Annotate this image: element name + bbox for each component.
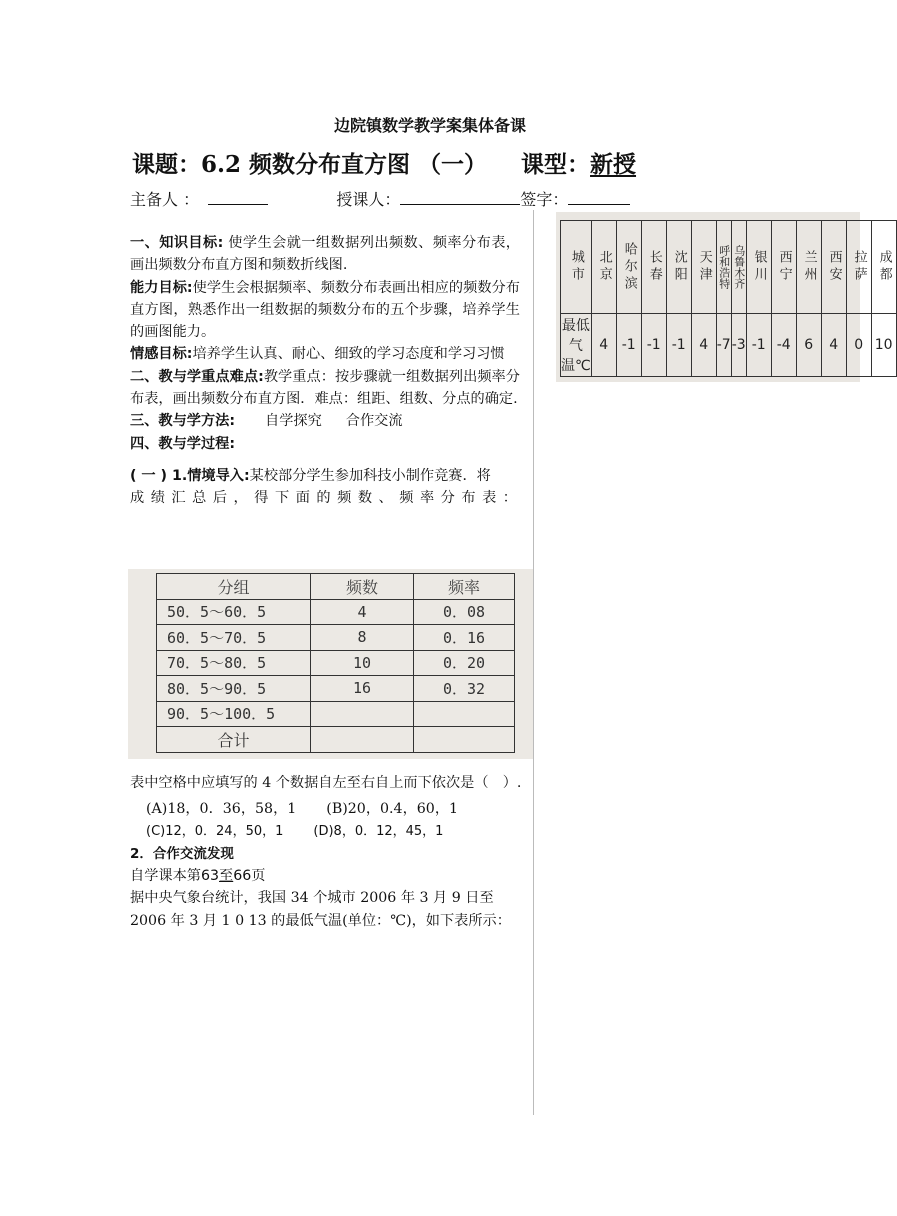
cell-group: 60．5～70．5 [157,625,311,651]
temperature-value: 0 [846,314,871,377]
header-group: 分组 [157,574,311,600]
lesson-label: 课题： [132,151,201,178]
cell-total-rate [414,727,515,753]
self-study-prefix: 自学课本第 [130,868,201,885]
cell-rate-blank [414,701,515,727]
table-row [157,599,515,625]
city-name: 北京 [591,221,616,314]
city-temperature-table-scan [556,212,893,382]
method-cooperation: 合作交流 [345,413,403,430]
cell-group: 90．5～100．5 [157,701,311,727]
option-a: (A)18，0．36，58，1 [146,801,297,818]
process-label: 四、教与学过程: [130,435,235,452]
options-row-1 [130,798,522,820]
table-row [157,676,515,702]
emotion-goal [130,343,520,365]
temperature-value: -1 [616,314,641,377]
cell-frequency: 10 [311,650,414,676]
city-name: 乌鲁木齐 [731,221,746,314]
emotion-goal-text: 培养学生认真、耐心、细致的学习态度和学习习惯 [192,346,505,363]
ability-goal [130,277,520,344]
school-title: 边院镇数学教学案集体备课 [333,116,526,135]
temperature-value: 6 [796,314,821,377]
city-temperature-table [560,220,897,377]
cell-total-label: 合计 [157,727,311,753]
header-rate: 频率 [414,574,515,600]
knowledge-goal [130,232,520,277]
question-stem: 表中空格中应填写的 4 个数据自左至右自上而下依次是（ ）. [130,775,522,791]
cell-group: 70．5～80．5 [157,650,311,676]
frequency-table [156,573,515,753]
cooperation-heading: 2．合作交流发现 [130,845,234,862]
temperature-value: -1 [666,314,691,377]
temperature-value: -1 [641,314,666,377]
staff-row [130,187,630,210]
city-name: 拉萨 [846,221,871,314]
lesson-title-row [132,146,656,179]
ability-goal-text: 使学生会根据频率、频数分布表画出相应的频数分布直方图，熟悉作出一组数据的频数分布的五个步骤，培养学生的画图能力。 [130,279,520,341]
sign-blank [568,190,630,205]
city-name: 兰州 [796,221,821,314]
temperature-row-head: 最低气温℃ [561,314,592,377]
self-study-line [130,865,522,887]
question-block [130,772,522,932]
city-name: 呼和浩特 [716,221,731,314]
method-self-study: 自学探究 [265,413,322,430]
lesson-name: 6.2 频数分布直方图 （一） [201,151,488,178]
table-row [157,701,515,727]
city-name: 长春 [641,221,666,314]
option-c: (C)12，0．24，50，1 [146,823,284,839]
cell-rate: 0．20 [414,650,515,676]
left-column [130,232,520,510]
city-row-head: 城市 [561,221,592,314]
intro-text-a: 某校部分学生参加科技小制作竞赛．将 [249,467,491,484]
temperature-value: 4 [591,314,616,377]
cell-rate: 0．16 [414,625,515,651]
cell-frequency: 16 [311,676,414,702]
column-divider [533,210,534,1115]
temperature-value: -7 [716,314,731,377]
cell-total-frequency [311,727,414,753]
knowledge-goal-label: 一、知识目标: [130,235,224,251]
city-name: 西宁 [771,221,796,314]
cell-frequency: 8 [311,625,414,651]
option-b: (B)20，0.4，60，1 [326,801,459,818]
table-row [157,625,515,651]
cell-rate: 0．08 [414,599,515,625]
page-from: 63 [200,868,220,885]
cell-group: 50．5～60．5 [157,599,311,625]
stats-paragraph: 据中央气象台统计，我国 34 个城市 2006 年 3 月 9 日至 2006 年 3 月 1 0 13 的最低气温(单位：℃)，如下表所示： [130,890,511,929]
table-row [157,650,515,676]
ability-goal-label: 能力目标: [130,279,193,296]
knowledge-goal-text: 使学生会就一组数据列出频数、频率分布表，画出频数分布直方图和频数折线图. [130,235,520,274]
temperature-value: -1 [746,314,771,377]
lesson-type-label: 课型： [521,151,591,178]
sign-label: 签字： [520,190,569,209]
page-suffix: 页 [251,868,266,885]
teacher-blank [400,190,520,205]
cell-frequency-blank [311,701,414,727]
city-name: 天津 [691,221,716,314]
table-total-row [157,727,515,753]
lesson-type-value: 新授 [590,151,637,178]
temperature-value: 4 [821,314,846,377]
city-name: 沈阳 [666,221,691,314]
temperature-value: 4 [691,314,716,377]
process-heading [130,433,520,455]
table-header-row [157,574,515,600]
key-points [130,366,520,411]
city-name: 成都 [871,221,896,314]
key-points-label: 二、教与学重点难点: [130,368,264,385]
frequency-table-scan [128,569,533,759]
city-name: 哈尔滨 [616,221,641,314]
page-to-word: 至 [219,868,234,885]
header-frequency: 频数 [311,574,414,600]
temperature-value: -3 [731,314,746,377]
cell-rate: 0．32 [414,676,515,702]
temperature-value: 10 [871,314,896,377]
option-d: (D)8，0．12，45，1 [313,823,444,839]
temperature-row [561,314,897,377]
intro-paragraph [130,465,520,487]
key-points-text: 教学重点：按步骤就一组数据列出频率分布表，画出频数分布直方图．难点：组距、组数、分点的确定. [130,368,520,408]
intro-label: ( 一 ) 1.情境导入: [130,467,250,484]
page-to: 66 [233,868,252,885]
city-name-row [561,221,897,314]
options-row-2 [130,821,522,843]
city-name: 西安 [821,221,846,314]
emotion-goal-label: 情感目标: [130,346,193,363]
cell-group: 80．5～90．5 [157,676,311,702]
temperature-value: -4 [771,314,796,377]
intro-text-b: 成绩汇总后，得下面的频数、频率分布表： [130,490,520,507]
preparer-label: 主备人 ： [130,190,200,209]
methods-label: 三、教与学方法: [130,413,235,430]
preparer-blank [208,190,268,205]
methods [130,410,520,432]
teacher-label: 授课人： [336,190,401,209]
city-name: 银川 [746,221,771,314]
cell-frequency: 4 [311,599,414,625]
